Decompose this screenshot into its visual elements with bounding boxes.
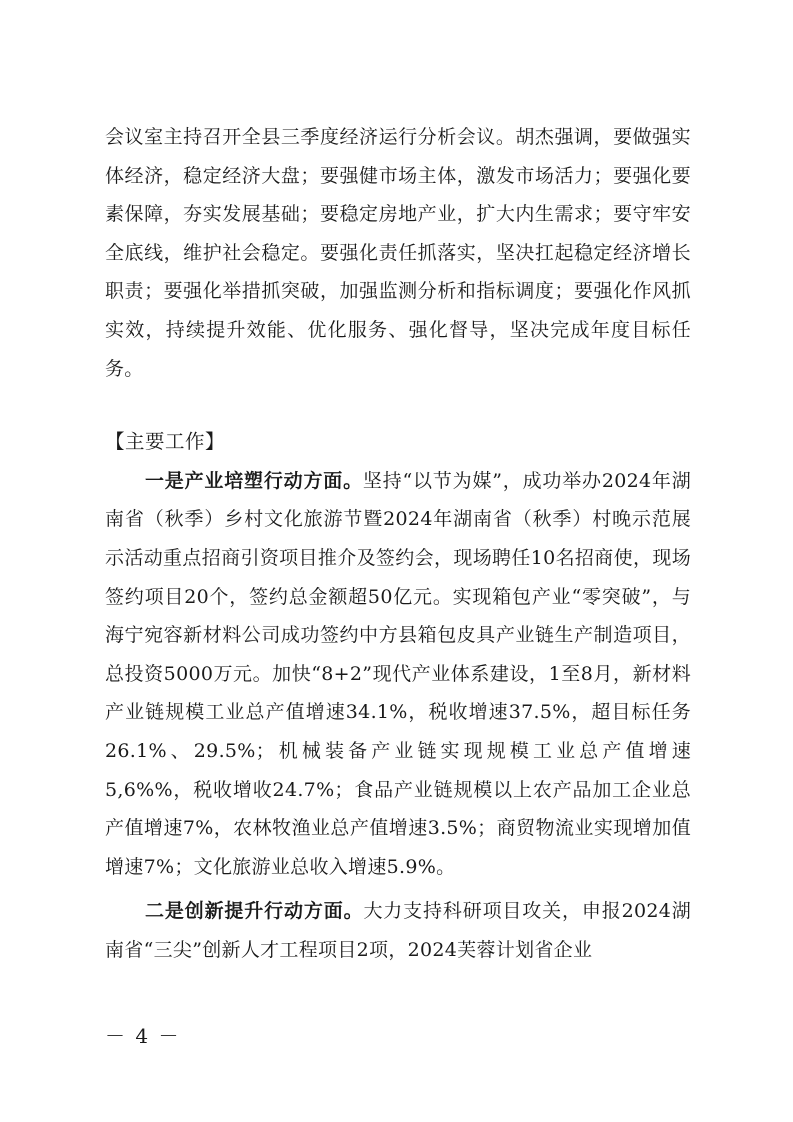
section-heading: 【主要工作】	[105, 430, 226, 454]
document-page	[105, 118, 691, 969]
intro-paragraph: 会议室主持召开全县三季度经济运行分析会议。胡杰强调，要做强实体经济，稳定经济大盘；要强健市场主体，激发市场活力；要强化要素保障，夯实发展基础；要稳定房地产业，扩大内生需求；要守牢安全底线，维护社会稳定。要强化责任抓落实，坚决扛起稳定经济增长职责；要强化举措抓突破，加强监测分析和指标调度；要强化作风抓实效，持续提升效能、优化服务、强化督导，坚决完成年度目标任务。	[105, 126, 691, 380]
work-item-lead: 一是产业培塑行动方面。	[145, 469, 363, 492]
work-item-lead: 二是创新提升行动方面。	[145, 900, 364, 923]
work-item-text: 大力支持科研项目攻关，申报2024湖南省“三尖”创新人才工程项目2项，2024芙蓉计划省企业	[105, 900, 691, 961]
work-item-paragraph	[105, 892, 691, 969]
work-item-text: 坚持“以节为媒”，成功举办2024年湖南省（秋季）乡村文化旅游节暨2024年湖南省（秋季）村晚示范展示活动重点招商引资项目推介及签约会，现场聘任10名招商使，现场签约项目20个，签约总金额超50亿元。实现箱包产业“零突破”，与海宁宛容新材料公司成功签约中方县箱包皮具产业链生产制造项目，总投资5000万元。加快“8+2”现代产业体系建设，1至8月，新材料产业链规模工业总产值增速34.1%，税收增速37.5%，超目标任务26.1%、29.5%；机械装备产业链实现规模工业总产值增速5,6%%，税收增收24.7%；食品产业链规模以上农产品加工企业总产值增速7%，农林牧渔业总产值增速3.5%；商贸物流业实现增加值增速7%；文化旅游业总收入增速5.9%。	[105, 469, 691, 878]
page-number: － 4 －	[105, 1024, 181, 1048]
work-item-paragraph	[105, 462, 691, 887]
